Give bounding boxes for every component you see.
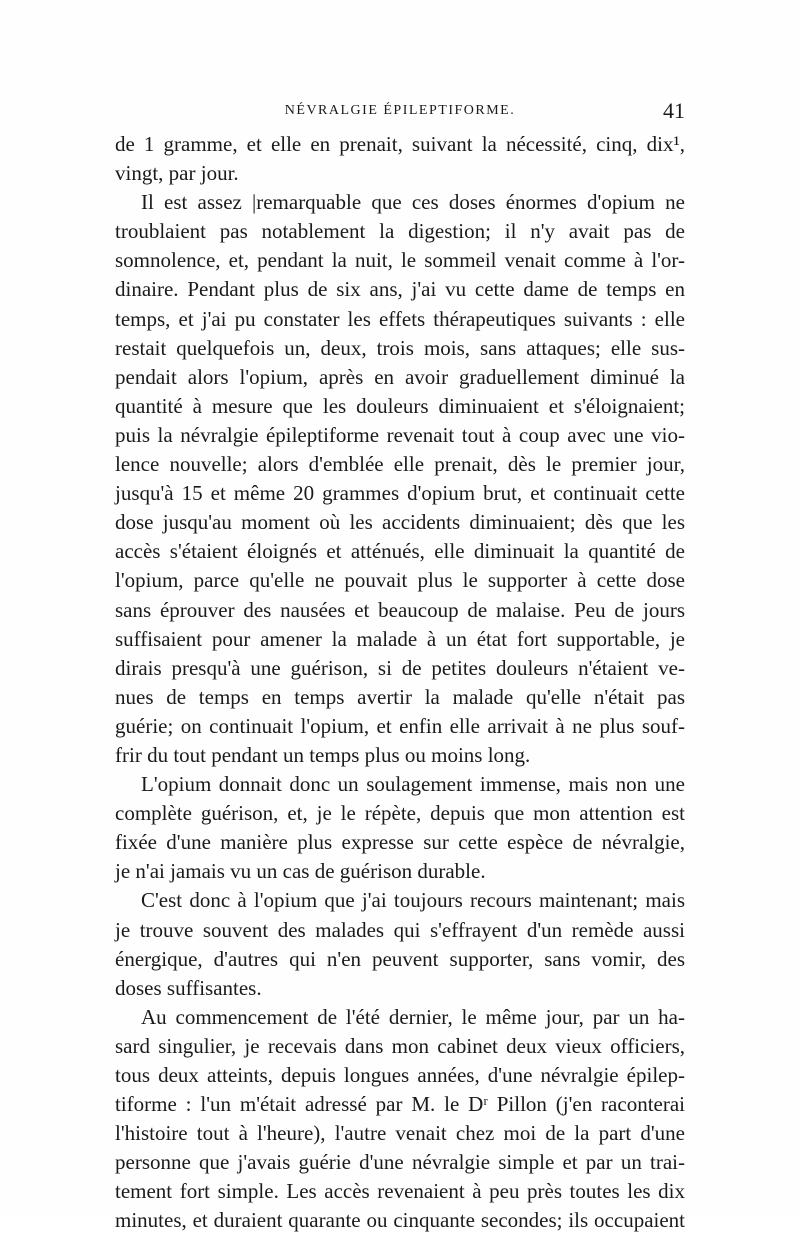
text-line: minutes, et duraient quarante ou cinquante secondes; ils occupaient [115,1208,685,1233]
text-line: tous deux atteints, depuis longues années, d'une névralgie épilep- [115,1063,685,1087]
text-line: somnolence, et, pendant la nuit, le sommeil venait comme à l'or- [115,248,685,273]
text-line: guérie; on continuait l'opium, et enfin elle arrivait à ne plus souf- [115,713,685,738]
text-line: complète guérison, et, je le répète, depuis que mon attention est [115,801,685,826]
text-line: sans éprouver des nausées et beaucoup de malaise. Peu de jours [115,597,685,622]
text-line: pendait alors l'opium, après en avoir graduellement diminué la [115,364,685,389]
text-line: je n'ai jamais vu un cas de guérison durable. [115,859,486,884]
text-line: suffisaient pour amener la malade à un état fort supportable, je [115,626,685,651]
text-line: puis la névralgie épileptiforme revenait tout à coup avec une vio- [115,422,685,447]
body-text [115,130,685,1236]
text-line: l'histoire tout à l'heure), l'autre venait chez moi de la part d'une [115,1121,685,1146]
page-number: 41 [663,98,685,123]
text-line: nues de temps en temps avertir la malade qu'elle n'était pas [115,684,685,709]
text-line: temps, et j'ai pu constater les effets thérapeutiques suivants : elle [115,306,685,331]
text-line: tiforme : l'un m'était adressé par M. le Dʳ Pillon (j'en raconterai [115,1092,685,1117]
text-line: Il est assez |remarquable que ces doses énormes d'opium ne [141,190,685,215]
text-line: personne que j'avais guérie d'une névralgie simple et par un trai- [115,1150,685,1175]
text-line: doses suffisantes. [115,975,262,1000]
text-line: je trouve souvent des malades qui s'effrayent d'un remède aussi [115,917,685,942]
text-line: dinaire. Pendant plus de six ans, j'ai vu cette dame de temps en [115,277,685,302]
text-line: C'est donc à l'opium que j'ai toujours recours maintenant; mais [141,888,685,913]
text-line: accès s'étaient éloignés et atténués, elle diminuait la quantité de [115,539,685,564]
text-line: dose jusqu'au moment où les accidents diminuaient; dès que les [115,510,685,535]
text-line: dirais presqu'à une guérison, si de petites douleurs n'étaient ve- [115,655,685,680]
text-line: énergique, d'autres qui n'en peuvent supporter, sans vomir, des [115,946,685,971]
text-line: sard singulier, je recevais dans mon cabinet deux vieux officiers, [115,1033,685,1058]
text-line: fixée d'une manière plus expresse sur cette espèce de névralgie, [115,830,685,855]
text-line: restait quelquefois un, deux, trois mois, sans attaques; elle sus- [115,335,685,360]
text-line: vingt, par jour. [115,161,239,186]
text-line: tement fort simple. Les accès revenaient à peu près toutes les dix [115,1179,685,1204]
text-line: de 1 gramme, et elle en prenait, suivant la nécessité, cinq, dix¹, [115,132,685,156]
text-line: frir du tout pendant un temps plus ou moins long. [115,742,531,767]
text-line: l'opium, parce qu'elle ne pouvait plus le supporter à cette dose [115,568,685,593]
running-head: NÉVRALGIE ÉPILEPTIFORME. [284,103,516,118]
text-line: troublaient pas notablement la digestion; il n'y avait pas de [115,219,685,244]
text-line: quantité à mesure que les douleurs diminuaient et s'éloignaient; [115,393,685,418]
text-line: jusqu'à 15 et même 20 grammes d'opium brut, et continuait cette [115,481,685,506]
text-line: Au commencement de l'été dernier, le même jour, par un ha- [141,1004,685,1029]
page-header [115,98,685,124]
text-line: L'opium donnait donc un soulagement immense, mais non une [141,772,685,797]
text-line: lence nouvelle; alors d'emblée elle prenait, dès le premier jour, [115,452,685,477]
